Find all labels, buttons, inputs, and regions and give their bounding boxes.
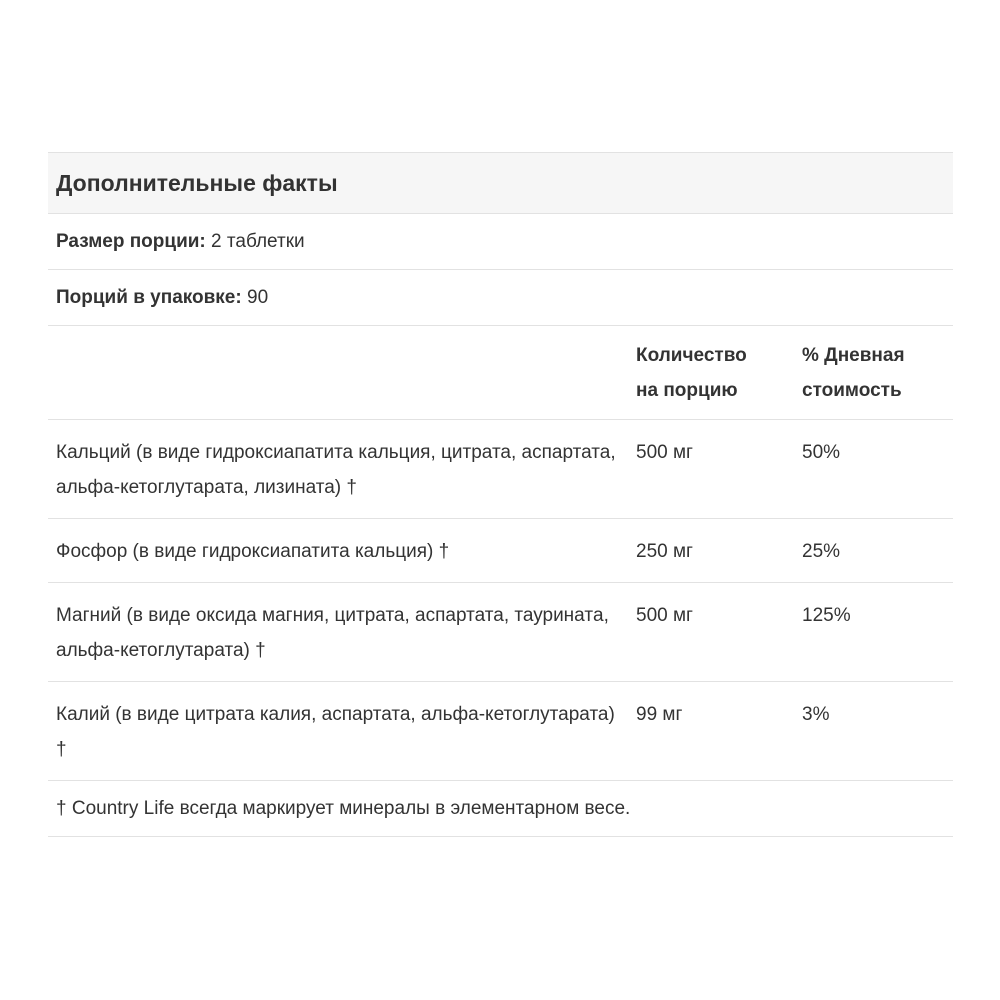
column-header-name	[48, 338, 636, 419]
facts-title: Дополнительные факты	[56, 169, 338, 196]
column-header-daily-value: % Дневная стоимость	[802, 345, 905, 401]
supplement-facts-table	[48, 152, 953, 837]
nutrient-amount: 250 мг	[636, 541, 693, 562]
nutrient-name: Фосфор (в виде гидроксиапатита кальция) †	[56, 541, 450, 562]
nutrient-amount: 500 мг	[636, 442, 693, 463]
servings-per-container-label: Порций в упаковке:	[56, 286, 242, 308]
serving-size-value: 2 таблетки	[205, 230, 305, 252]
column-header-row	[48, 326, 953, 420]
servings-per-container-row	[48, 270, 953, 326]
nutrient-daily-value: 25%	[802, 541, 841, 562]
nutrient-amount: 99 мг	[636, 704, 683, 725]
nutrient-name: Магний (в виде оксида магния, цитрата, аспартата, тауринатa, альфа-кетоглутарата) †	[56, 605, 609, 661]
nutrient-name: Кальций (в виде гидроксиапатита кальция, цитрата, аспартата, альфа-кетоглутарата, лизината) †	[56, 442, 616, 498]
serving-size-label: Размер порции:	[56, 230, 206, 252]
footnote-row	[48, 781, 953, 837]
nutrient-amount: 500 мг	[636, 605, 693, 626]
nutrient-name: Калий (в виде цитрата калия, аспартата, альфа-кетоглутарата) †	[56, 704, 615, 760]
servings-per-container-value: 90	[241, 286, 269, 308]
nutrient-row-phosphorus	[48, 519, 953, 583]
column-header-amount: Количество на порцию	[636, 345, 747, 401]
nutrient-row-potassium	[48, 682, 953, 781]
facts-title-row	[48, 152, 953, 214]
footnote: † Country Life всегда маркирует минералы в элементарном весе.	[56, 797, 631, 819]
nutrient-row-magnesium	[48, 583, 953, 682]
nutrient-daily-value: 3%	[802, 704, 830, 725]
nutrient-daily-value: 50%	[802, 442, 841, 463]
serving-size-row	[48, 214, 953, 270]
nutrient-daily-value: 125%	[802, 605, 851, 626]
nutrient-row-calcium	[48, 420, 953, 519]
